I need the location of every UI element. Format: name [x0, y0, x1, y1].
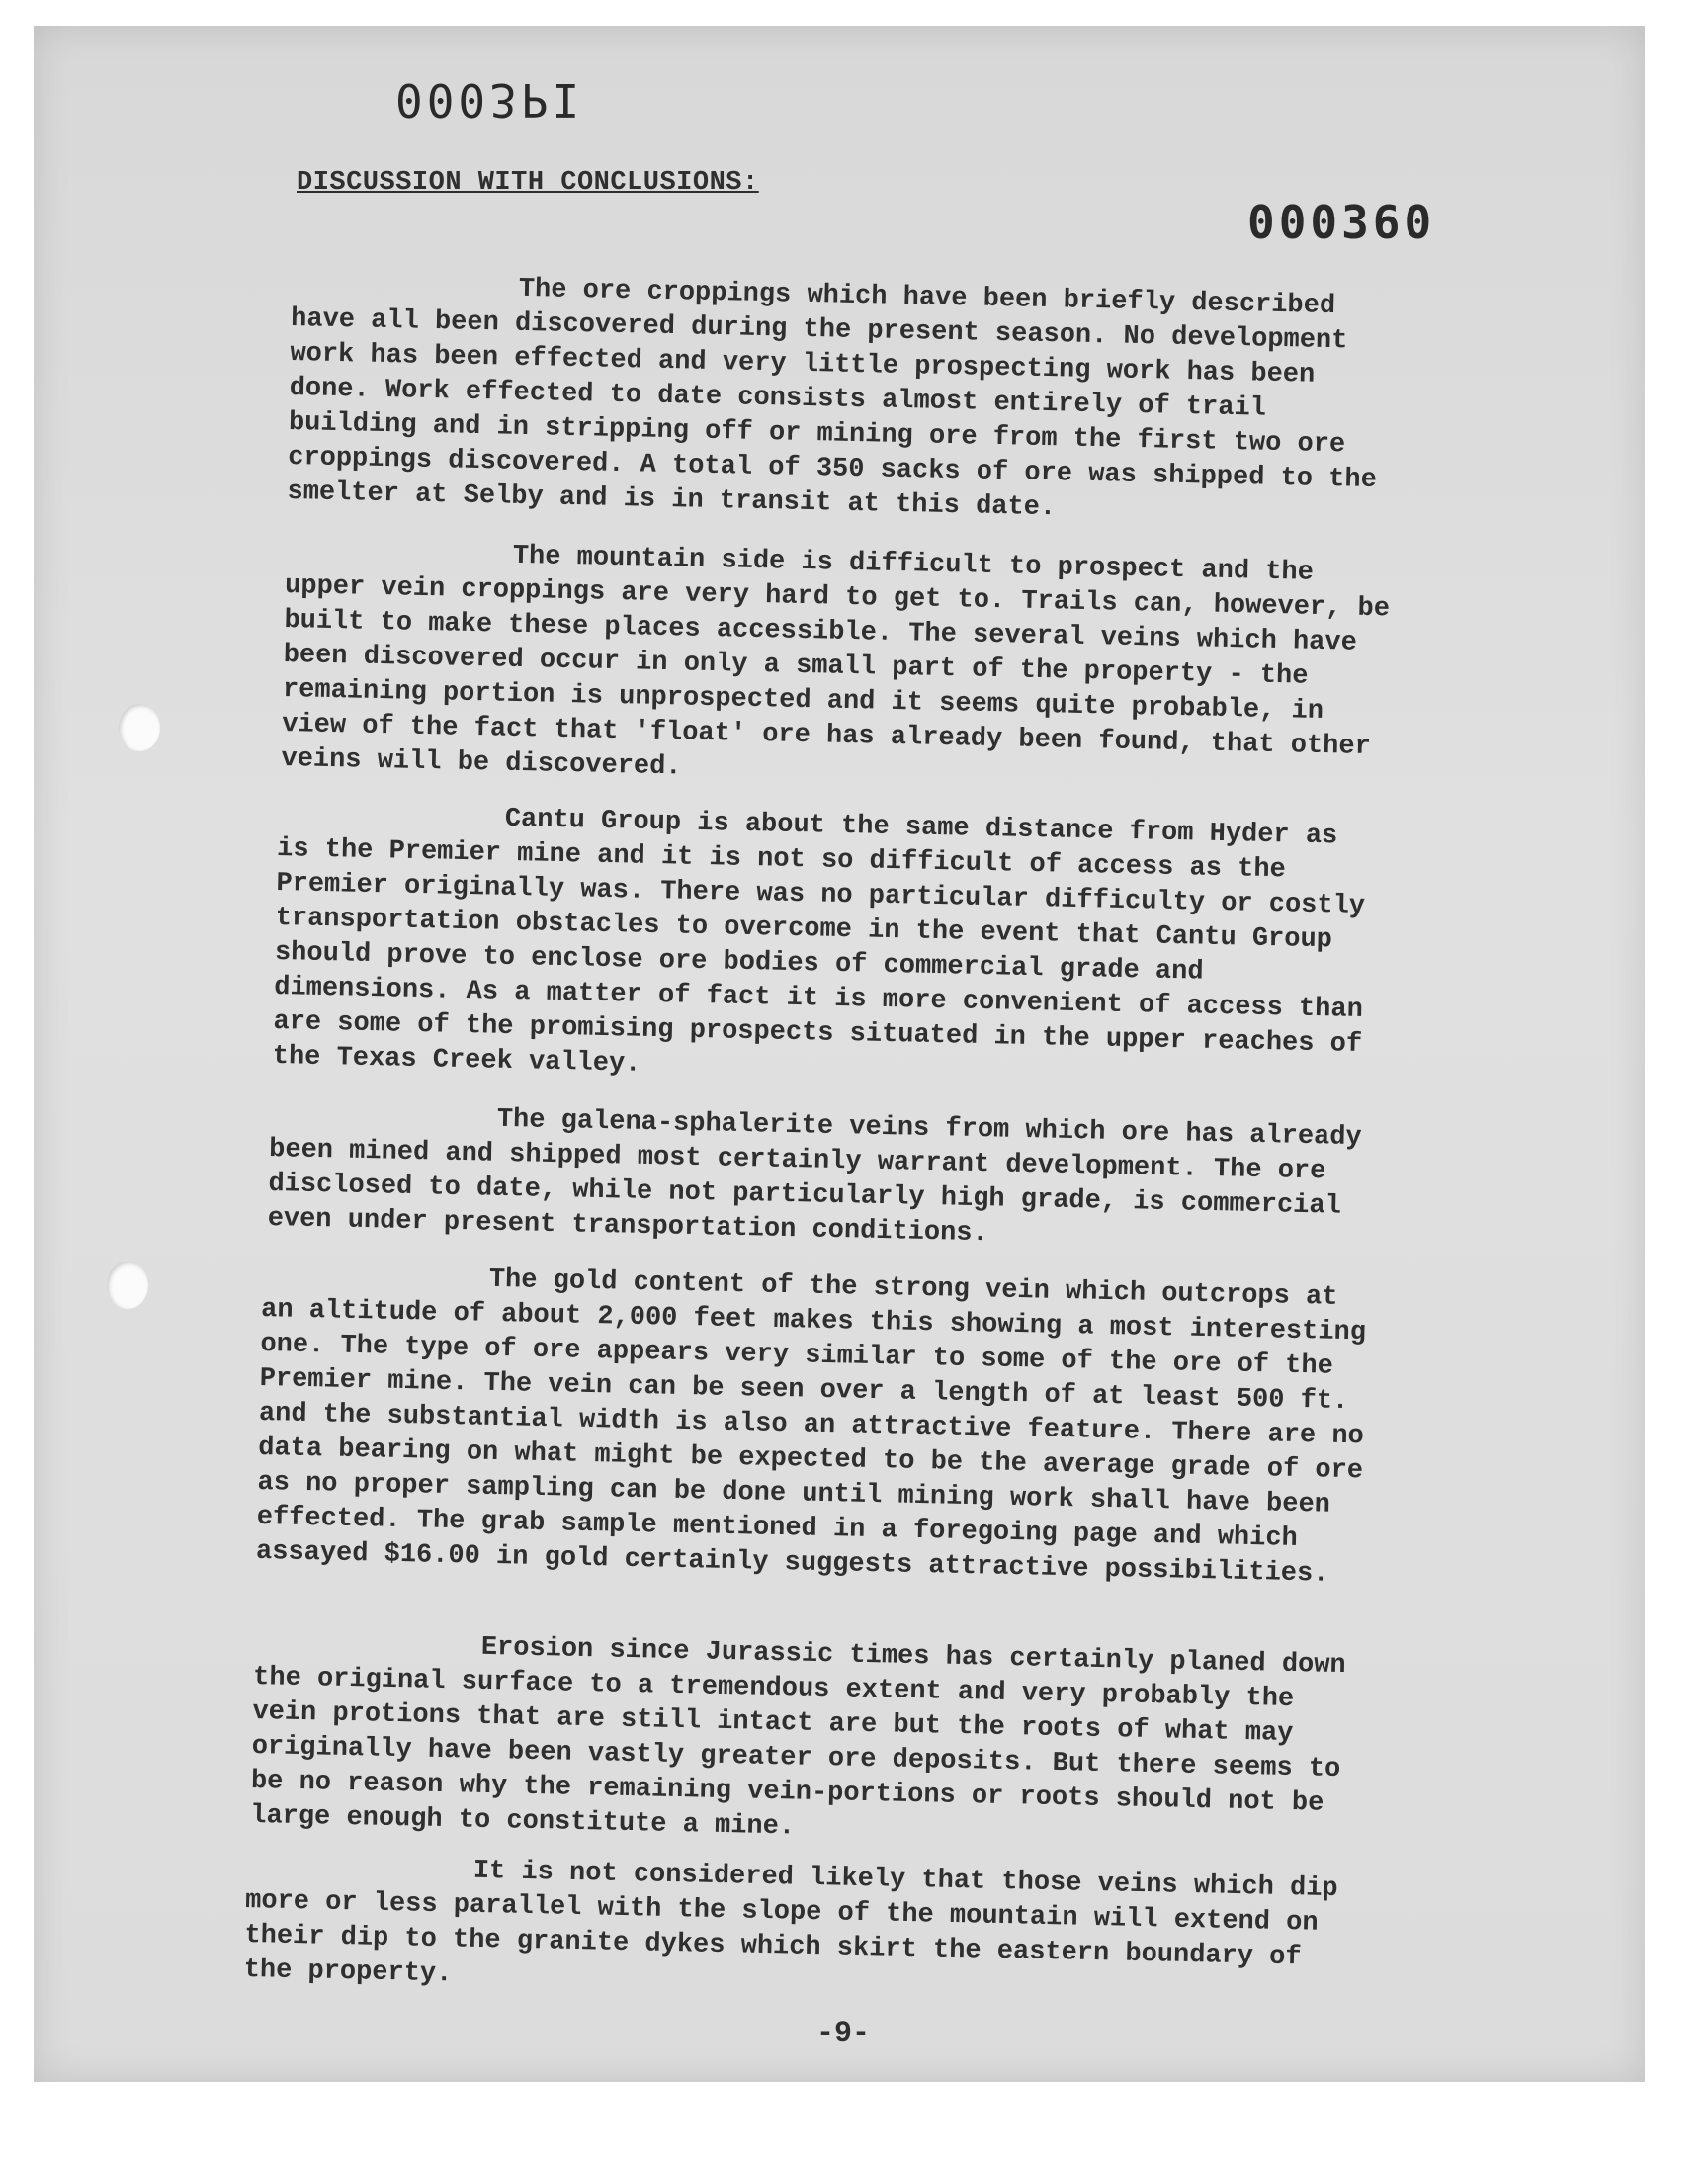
section-heading: DISCUSSION WITH CONCLUSIONS: — [297, 168, 759, 198]
paragraph-5-text: The gold content of the strong vein which outcrops at an altitude of about 2,000 feet makes this showing a most interesting one. The type of ore appears very similar to some of the ore of the Premier mine. The vein can be seen over a length of at least 500 ft. and the substantial width is also an attractive feature. There are no data bearing on what might be expected to be the average grade of ore as no proper sampling can be done until mining work shall have been effected. The grab sample mentioned in a foregoing page and which assayed $16.00 in gold certainly suggests attractive possibilities. — [255, 1264, 1367, 1590]
paragraph-2-text: The mountain side is difficult to prospect and the upper vein croppings are very hard to get to. Trails can, however, be built to make these places accessible. The several veins which have been discovered occur in only a small part of the property - the remaining portion is unprospected and it seems quite probable, in view of the fact that 'float' ore has already been found, that other veins will be discovered. — [281, 541, 1391, 783]
paragraph-6 — [250, 1592, 1362, 1857]
document-number-stamp: 000360 — [1247, 196, 1436, 249]
paragraph-7 — [243, 1815, 1353, 2011]
punch-hole-bottom — [107, 1262, 148, 1309]
paragraph-7-text: It is not considered likely that those veins which dip more or less parallel with the slope of the mountain will extend on their dip to the granite dykes which skirt the eastern boundary of the property. — [243, 1856, 1338, 1990]
paragraph-5 — [256, 1224, 1370, 1593]
paragraph-6-text: Erosion since Jurassic times has certainly planed down the original surface to a tremendous extent and very probably the vein protions that are still intact are but the roots of what may originally have been vastly greater ore deposits. But there seems to be no reason why the remaining vein-portions or roots should not be large enough to constitute a mine. — [249, 1632, 1346, 1843]
inverted-stamp: 000ЗРI — [395, 73, 584, 127]
paragraph-3-text: Cantu Group is about the same distance from Hyder as is the Premier mine and it is not so difficult of access as the Premier originally was. There was no particular difficulty or costly transportation obstacles to overcome in the event that Cantu Group should prove to enclose ore bodies of commercial grade and dimensions. As a matter of fact it is more convenient of access than are some of the promising prospects situated in the upper reaches of the Texas Creek valley. — [272, 804, 1366, 1080]
page-number: -9- — [816, 2017, 871, 2050]
paragraph-1-text: The ore croppings which have been briefly described have all been discovered during the present season. No development work has been effected and very little prospecting work has been done. Work effected to date consists almost entirely of trail building and in stripping off or mining ore from the first two ore croppings discovered. A total of 350 sacks of ore was shipped to the smelter at Selby and is in transit at this date. — [287, 274, 1378, 524]
paragraph-3 — [272, 763, 1385, 1097]
paragraph-2 — [281, 500, 1394, 800]
paragraph-4-text: The galena-sphalerite veins from which ore has already been mined and shipped most certainly warrant development. The ore disclosed to date, while not particularly high grade, is commercial even under present transportation conditions. — [267, 1104, 1362, 1250]
paragraph-1 — [287, 233, 1400, 533]
punch-hole-top — [119, 704, 160, 751]
